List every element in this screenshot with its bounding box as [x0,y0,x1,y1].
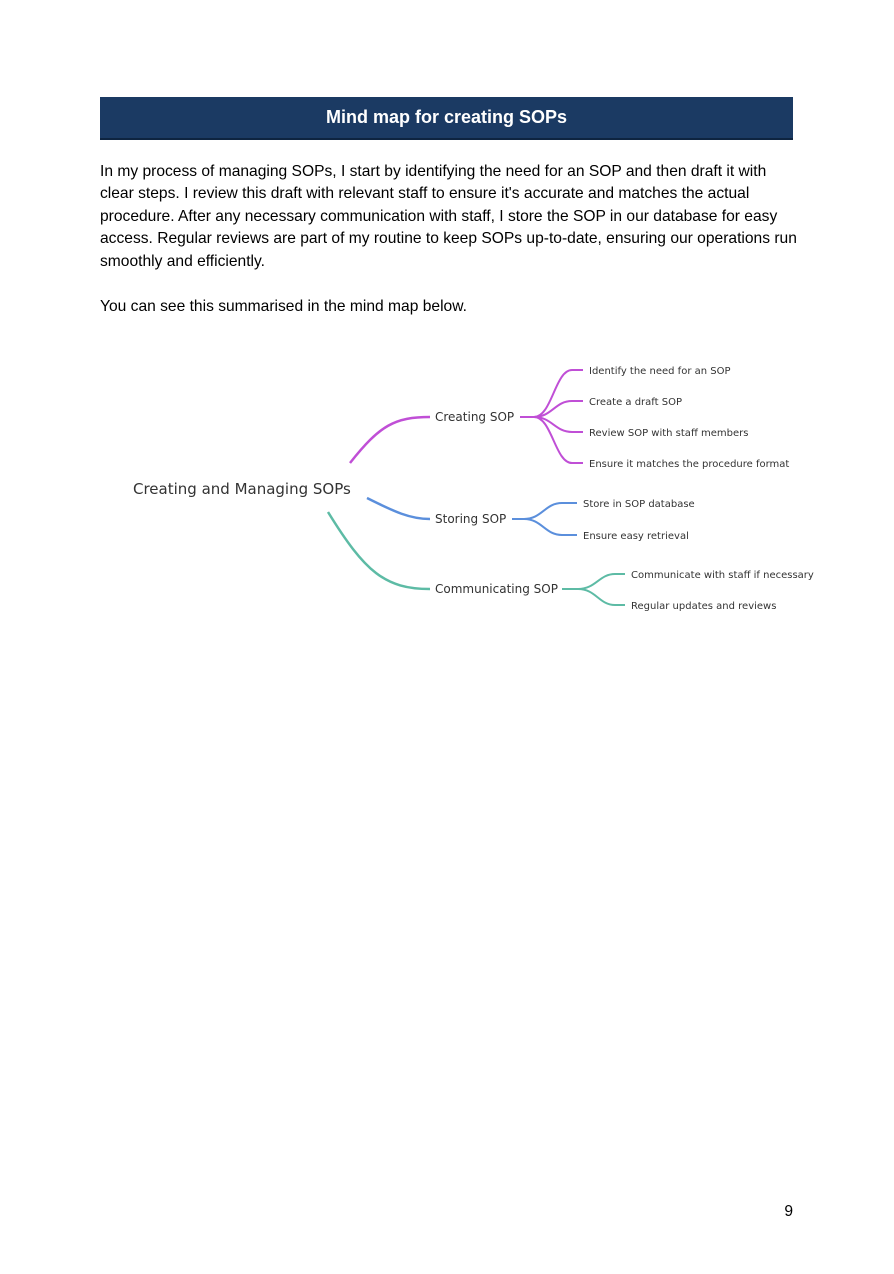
leaf-ensure-format: Ensure it matches the procedure format [589,459,790,470]
branch-connector [367,498,430,519]
branch-connector [350,417,430,463]
branch-label-storing: Storing SOP [435,512,507,526]
branch-label-creating: Creating SOP [435,410,515,424]
child-connector [512,503,577,519]
leaf-easy-retrieval: Ensure easy retrieval [583,531,689,542]
mind-map [0,340,894,630]
child-connector [562,574,625,589]
leaf-store-database: Store in SOP database [583,499,695,510]
child-connector [524,519,577,535]
leaf-identify-need: Identify the need for an SOP [589,366,731,377]
mind-map-branch-storing [367,498,430,519]
mind-map-root: Creating and Managing SOPs [133,480,351,498]
branch-label-communicating: Communicating SOP [435,582,558,596]
body-paragraph-2: You can see this summarised in the mind map below. [100,298,467,315]
branch-connector [328,512,430,589]
leaf-communicate-staff: Communicate with staff if necessary [631,570,814,581]
mind-map-branch-creating [350,417,430,463]
leaf-review-sop: Review SOP with staff members [589,428,749,439]
leaf-create-draft: Create a draft SOP [589,397,682,408]
page-number: 9 [784,1203,793,1220]
creating-children-connectors [520,370,583,463]
communicating-children-connectors [562,574,625,605]
storing-children-connectors [512,503,577,535]
section-title: Mind map for creating SOPs [325,107,568,127]
child-connector [534,417,583,463]
child-connector [578,589,625,605]
leaf-regular-updates: Regular updates and reviews [631,601,777,612]
section-header [100,97,793,140]
body-paragraph-1: In my process of managing SOPs, I start by identifying the need for an SOP and then draft it with clear steps. I review this draft with relevant staff to ensure it's accurate and matches the actual procedure. After any necessary communication with staff, I store the SOP in our database for easy access. Regular reviews are part of my routine to keep SOPs up-to-date, ensuring our operations run smoothly and efficiently. [100,163,797,270]
mind-map-branch-communicating [328,512,430,589]
